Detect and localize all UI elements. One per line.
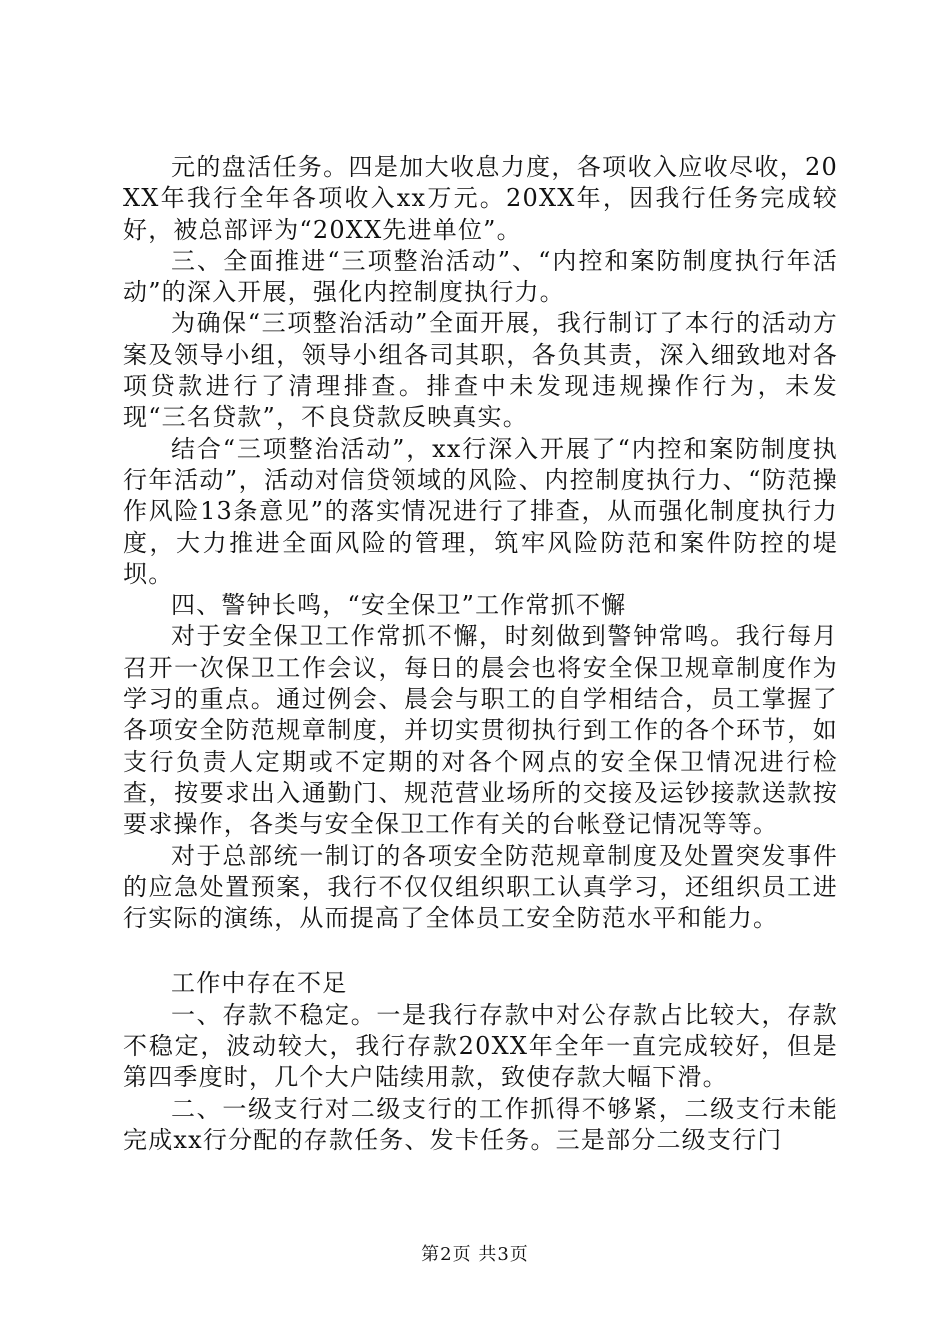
paragraph-1: 元的盘活任务。四是加大收息力度，各项收入应收尽收，20XX年我行全年各项收入xx万元。20XX年，因我行任务完成较好，被总部评为“20XX先进单位”。 xyxy=(123,153,838,244)
section-heading-shortcomings: 工作中存在不足 xyxy=(171,969,348,998)
paragraph-3: 为确保“三项整治活动”全面开展，我行制订了本行的活动方案及领导小组，领导小组各司其职，各负其责，深入细致地对各项贷款进行了清理排查。排查中未发现违规操作行为，未发现“三名贷款”，不良贷款反映真实。 xyxy=(123,309,838,432)
paragraph-10: 二、一级支行对二级支行的工作抓得不够紧，二级支行未能完成xx行分配的存款任务、发卡任务。三是部分二级支行门 xyxy=(123,1094,838,1154)
document-body xyxy=(123,152,838,1156)
paragraph-6: 对于安全保卫工作常抓不懈，时刻做到警钟常鸣。我行每月召开一次保卫工作会议，每日的晨会也将安全保卫规章制度作为学习的重点。通过例会、晨会与职工的自学相结合，员工掌握了各项安全防范规章制度，并切实贯彻执行到工作的各个环节，如支行负责人定期或不定期的对各个网点的安全保卫情况进行检查，按要求出入通勤门、规范营业场所的交接及运钞接款送款按要求操作，各类与安全保卫工作有关的台帐登记情况等等。 xyxy=(123,622,838,839)
paragraph-9: 一、存款不稳定。一是我行存款中对公存款占比较大，存款不稳定，波动较大，我行存款20XX年全年一直完成较好，但是第四季度时，几个大户陆续用款，致使存款大幅下滑。 xyxy=(123,1000,838,1092)
paragraph-4: 结合“三项整治活动”，xx行深入开展了“内控和案防制度执行年活动”，活动对信贷领域的风险、内控制度执行力、“防范操作风险13条意见”的落实情况进行了排查，从而强化制度执行力度，大力推进全面风险的管理，筑牢风险防范和案件防控的堤坝。 xyxy=(123,434,838,588)
paragraph-7: 对于总部统一制订的各项安全防范规章制度及处置突发事件的应急处置预案，我行不仅仅组织职工认真学习，还组织员工进行实际的演练，从而提高了全体员工安全防范水平和能力。 xyxy=(123,841,838,933)
section-heading-4: 四、警钟长鸣，“安全保卫”工作常抓不懈 xyxy=(171,591,627,620)
paragraph-2: 三、全面推进“三项整治活动”、“内控和案防制度执行年活动”的深入开展，强化内控制度执行力。 xyxy=(123,246,838,307)
page-number-footer: 第2页 共3页 xyxy=(421,1244,529,1265)
